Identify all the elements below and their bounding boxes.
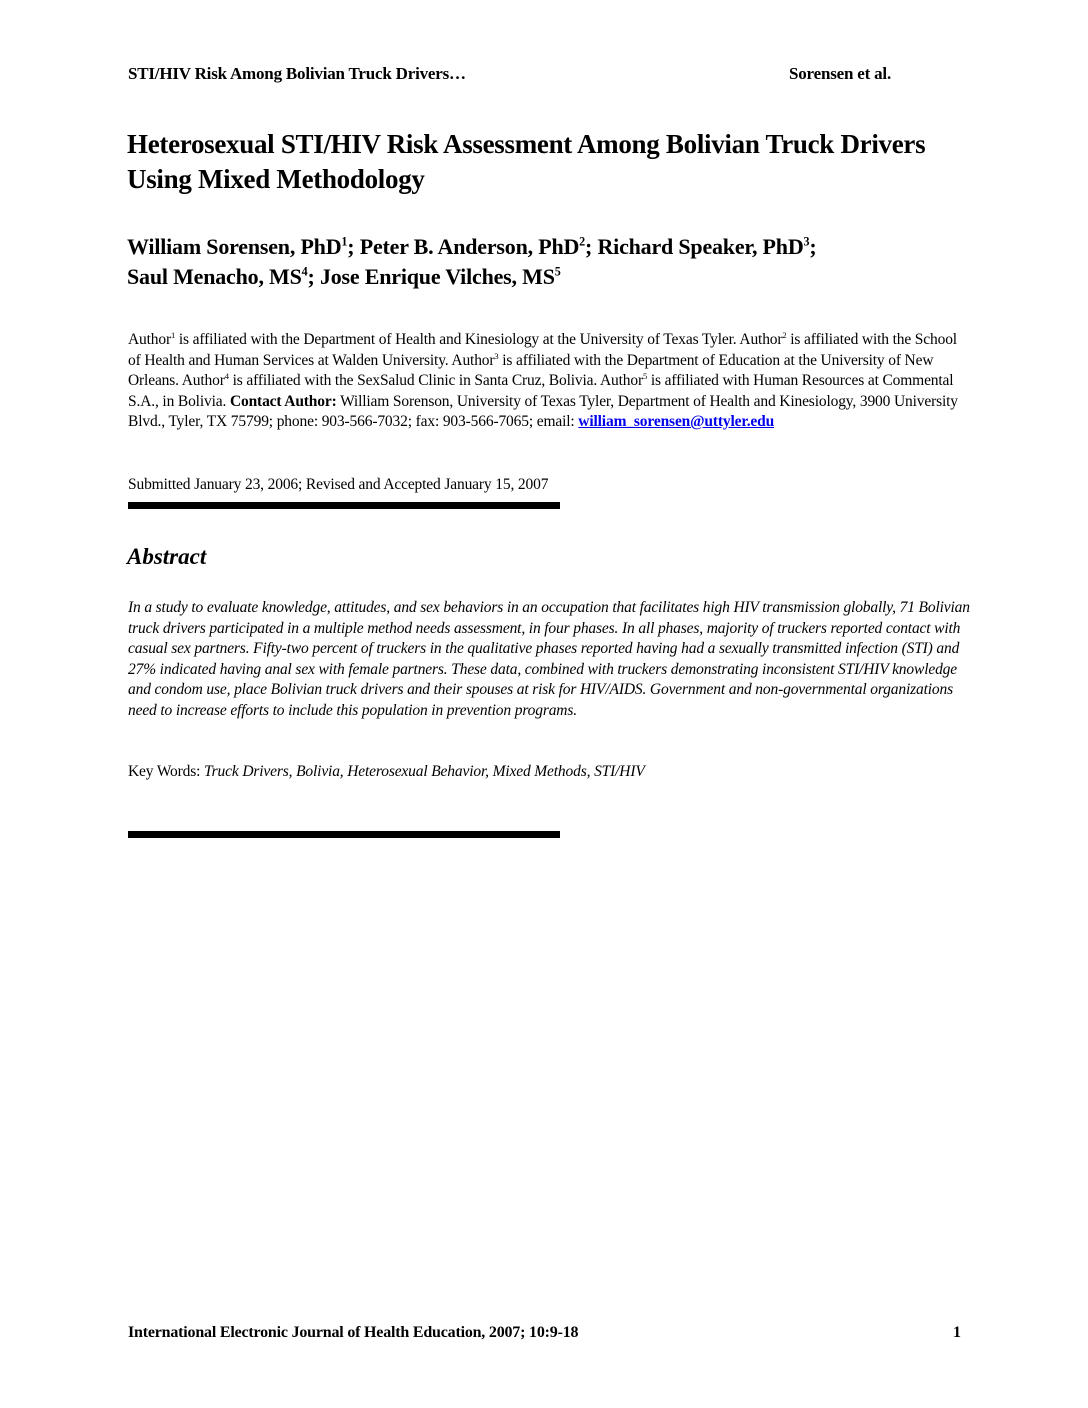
author-ref-superscript: 2 [782, 330, 787, 341]
keywords-label: Key Words [128, 763, 197, 780]
author-name: Peter B. Anderson, PhD [359, 234, 580, 259]
abstract-body: In a study to evaluate knowledge, attitudes, and sex behaviors in an occupation that facilitates high HIV transmission globally, 71 Bolivian truck drivers participated in a multiple method needs assessment, in four phases. In all phases, majority of truckers reported contact with casual sex partners. Fifty-two percent of truckers in the qualitative phases reported having had a sexually transmitted infection (STI) and 27% indicated having anal sex with female partners. These data, combined with truckers demonstrating inconsistent STI/HIV knowledge and condom use, place Bolivian truck drivers and their spouses at risk for HIV/AIDS. Government and non-governmental organizations need to increase efforts to include this population in prevention programs. [128, 599, 970, 719]
section-divider-bottom [128, 831, 560, 838]
author-name: Saul Menacho, MS [127, 264, 302, 289]
author-separator: ; [809, 234, 817, 259]
abstract-heading: Abstract [127, 544, 207, 569]
author-ref: Author [600, 372, 644, 389]
affiliation-text: is affiliated with the Department of Health and Kinesiology at the University of Texas Tyler. [175, 331, 740, 348]
author-ref: Author [451, 351, 495, 369]
keywords-line [128, 763, 645, 781]
author-ref: Author [739, 331, 783, 348]
author-name: William Sorensen, PhD [127, 234, 342, 259]
author-superscript: 1 [341, 234, 348, 249]
author-separator: ; [347, 234, 360, 259]
running-head-left: STI/HIV Risk Among Bolivian Truck Drivers… [128, 64, 466, 83]
author-ref-superscript: 3 [494, 350, 499, 361]
section-divider-top [128, 502, 560, 509]
footer-journal-citation: International Electronic Journal of Health Education, 2007; 10:9-18 [128, 1324, 579, 1341]
author-list [127, 232, 997, 292]
contact-author-details: William Sorenson, University of Texas Tyler, Department of Health and Kinesiology, 3900 University Blvd., Tyler, TX 75799; phone: 903-566-7032; fax: 903-566-7065; email: [128, 392, 958, 430]
author-ref: Author [181, 372, 225, 389]
author-superscript: 5 [554, 264, 561, 279]
affiliation-text: is affiliated with Human Resources at Commental S.A., in Bolivia. [128, 372, 954, 410]
affiliation-text: is affiliated with the SexSalud Clinic in Santa Cruz, Bolivia. [228, 372, 600, 389]
author-name: Jose Enrique Vilches, MS [319, 264, 555, 289]
affiliation-text: is affiliated with the School of Health and Human Services at Walden University. [128, 331, 957, 369]
contact-author-label: Contact Author: [229, 392, 337, 410]
submission-dates: Submitted January 23, 2006; Revised and Accepted January 15, 2007 [128, 476, 549, 493]
footer-page-number: 1 [953, 1324, 961, 1341]
paper-title: Heterosexual STI/HIV Risk Assessment Among Bolivian Truck Drivers Using Mixed Methodology [127, 129, 926, 194]
author-name: Richard Speaker, PhD [597, 234, 804, 259]
affiliation-text: is affiliated with the Department of Education at the University of New Orleans. [128, 351, 934, 389]
author-superscript: 2 [579, 234, 586, 249]
author-ref: Author [128, 331, 172, 348]
author-ref-superscript: 1 [171, 330, 176, 341]
running-head-right: Sorensen et al. [789, 64, 891, 83]
author-superscript: 3 [803, 234, 810, 249]
author-ref-superscript: 5 [643, 371, 648, 382]
affiliations-paragraph [128, 330, 973, 433]
keywords-separator: : [196, 763, 205, 780]
author-superscript: 4 [301, 264, 308, 279]
contact-email-link[interactable]: william_sorensen@uttyler.edu [578, 413, 775, 430]
author-ref-superscript: 4 [224, 371, 229, 382]
keywords-list: Truck Drivers, Bolivia, Heterosexual Behavior, Mixed Methods, STI/HIV [204, 763, 645, 780]
author-separator: ; [585, 234, 598, 259]
author-separator: ; [307, 264, 320, 289]
